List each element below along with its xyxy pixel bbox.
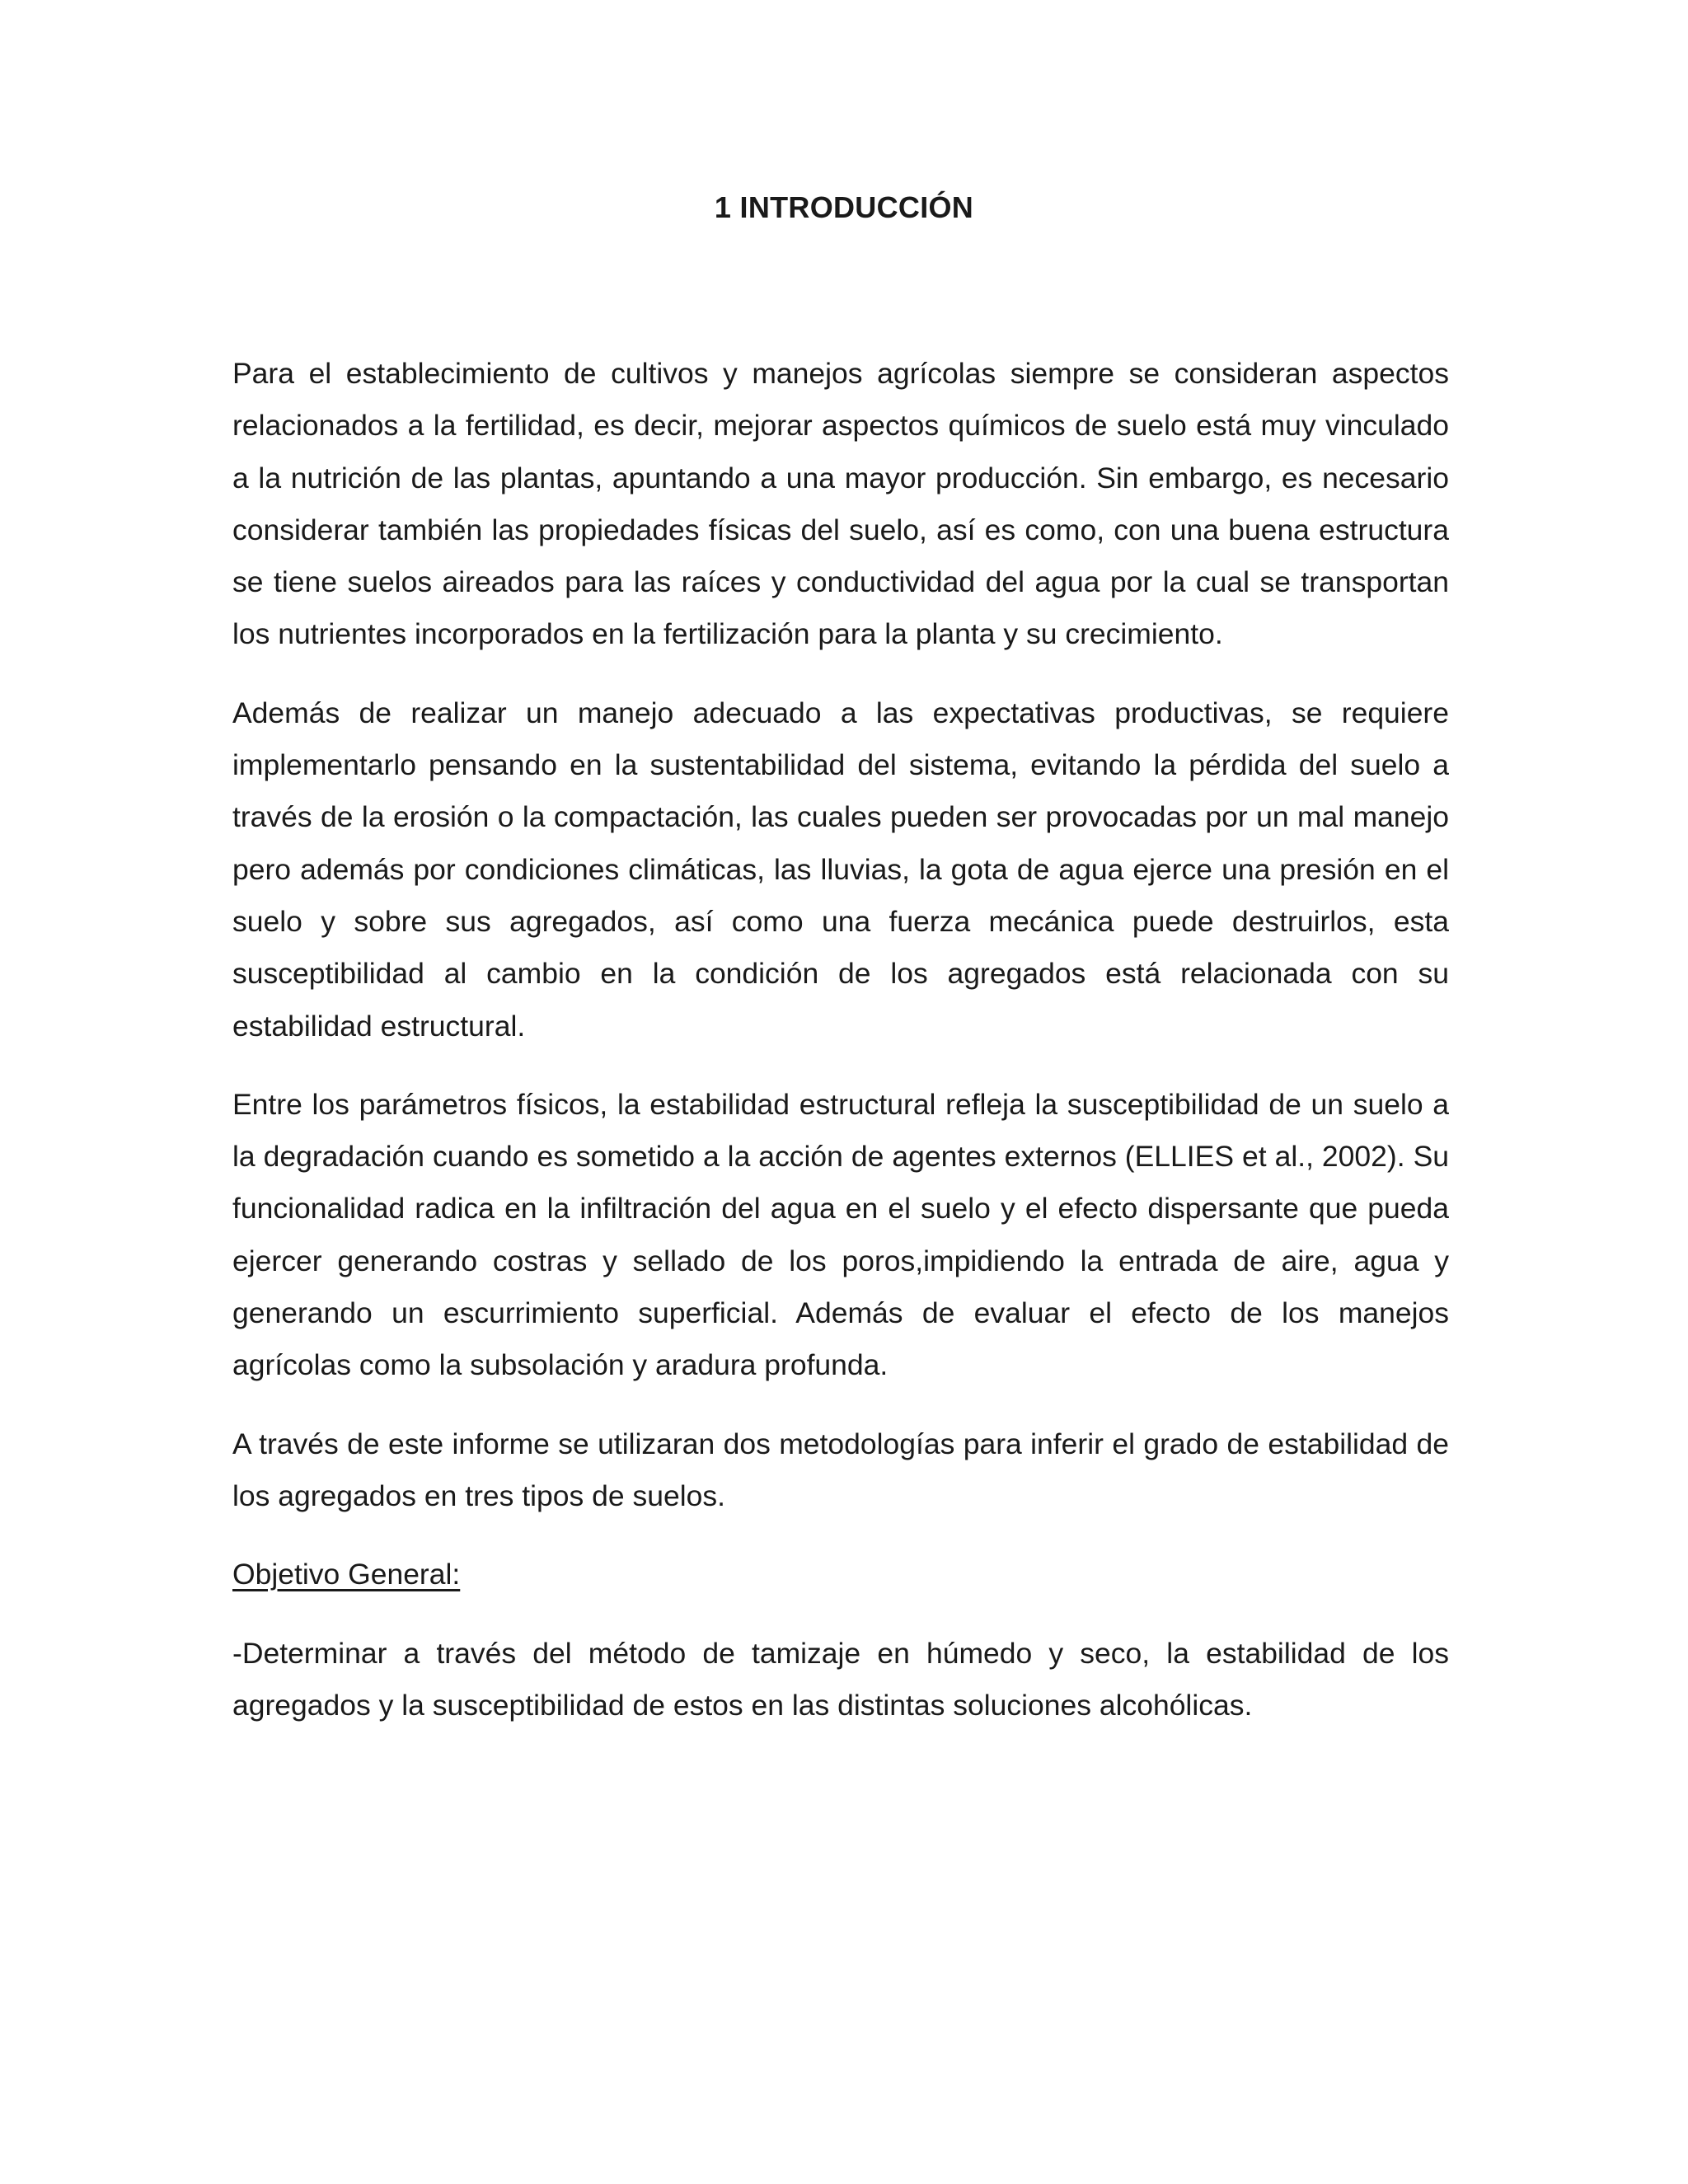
paragraph-physical-parameters: Entre los parámetros físicos, la estabilidad estructural refleja la susceptibilidad de un suelo a la degradación cuando es sometido a la acción de agentes externos (ELLIES et al., 2002). Su funcionalidad radica en la infiltración del agua en el suelo y el efecto dispersante que pueda ejercer generando costras y sellado de los poros,impidiendo la entrada de aire, agua y generando un escurrimiento superficial. Además de evaluar el efecto de los manejos agrícolas como la subsolación y aradura profunda. (232, 1087, 1449, 1382)
paragraph-report-scope: A través de este informe se utilizaran dos metodologías para inferir el grado de estabilidad de los agregados en tres tipos de suelos. (232, 1427, 1449, 1512)
paragraph-sustainability: Además de realizar un manejo adecuado a las expectativas productivas, se requiere implementarlo pensando en la sustentabilidad del sistema, evitando la pérdida del suelo a través de la erosión o la compactación, las cuales pueden ser provocadas por un mal manejo pero además por condiciones climáticas, las lluvias, la gota de agua ejerce una presión en el suelo y sobre sus agregados, así como una fuerza mecánica puede destruirlos, esta susceptibilidad al cambio en la condición de los agregados está relacionada con su estabilidad estructural. (232, 696, 1449, 1043)
document-body (232, 348, 1449, 1758)
objective-text: -Determinar a través del método de tamizaje en húmedo y seco, la estabilidad de los agregados y la susceptibilidad de estos en las distintas soluciones alcohólicas. (232, 1636, 1449, 1722)
paragraph-intro: Para el establecimiento de cultivos y manejos agrícolas siempre se consideran aspectos relacionados a la fertilidad, es decir, mejorar aspectos químicos de suelo está muy vinculado a la nutrición de las plantas, apuntando a una mayor producción. Sin embargo, es necesario considerar también las propiedades físicas del suelo, así es como, con una buena estructura se tiene suelos aireados para las raíces y conductividad del agua por la cual se transportan los nutrientes incorporados en la fertilización para la planta y su crecimiento. (232, 357, 1449, 651)
objective-heading-paragraph (232, 1549, 1449, 1601)
objective-heading: Objetivo General: (232, 1558, 461, 1591)
page-title: 1 INTRODUCCIÓN (714, 190, 974, 224)
